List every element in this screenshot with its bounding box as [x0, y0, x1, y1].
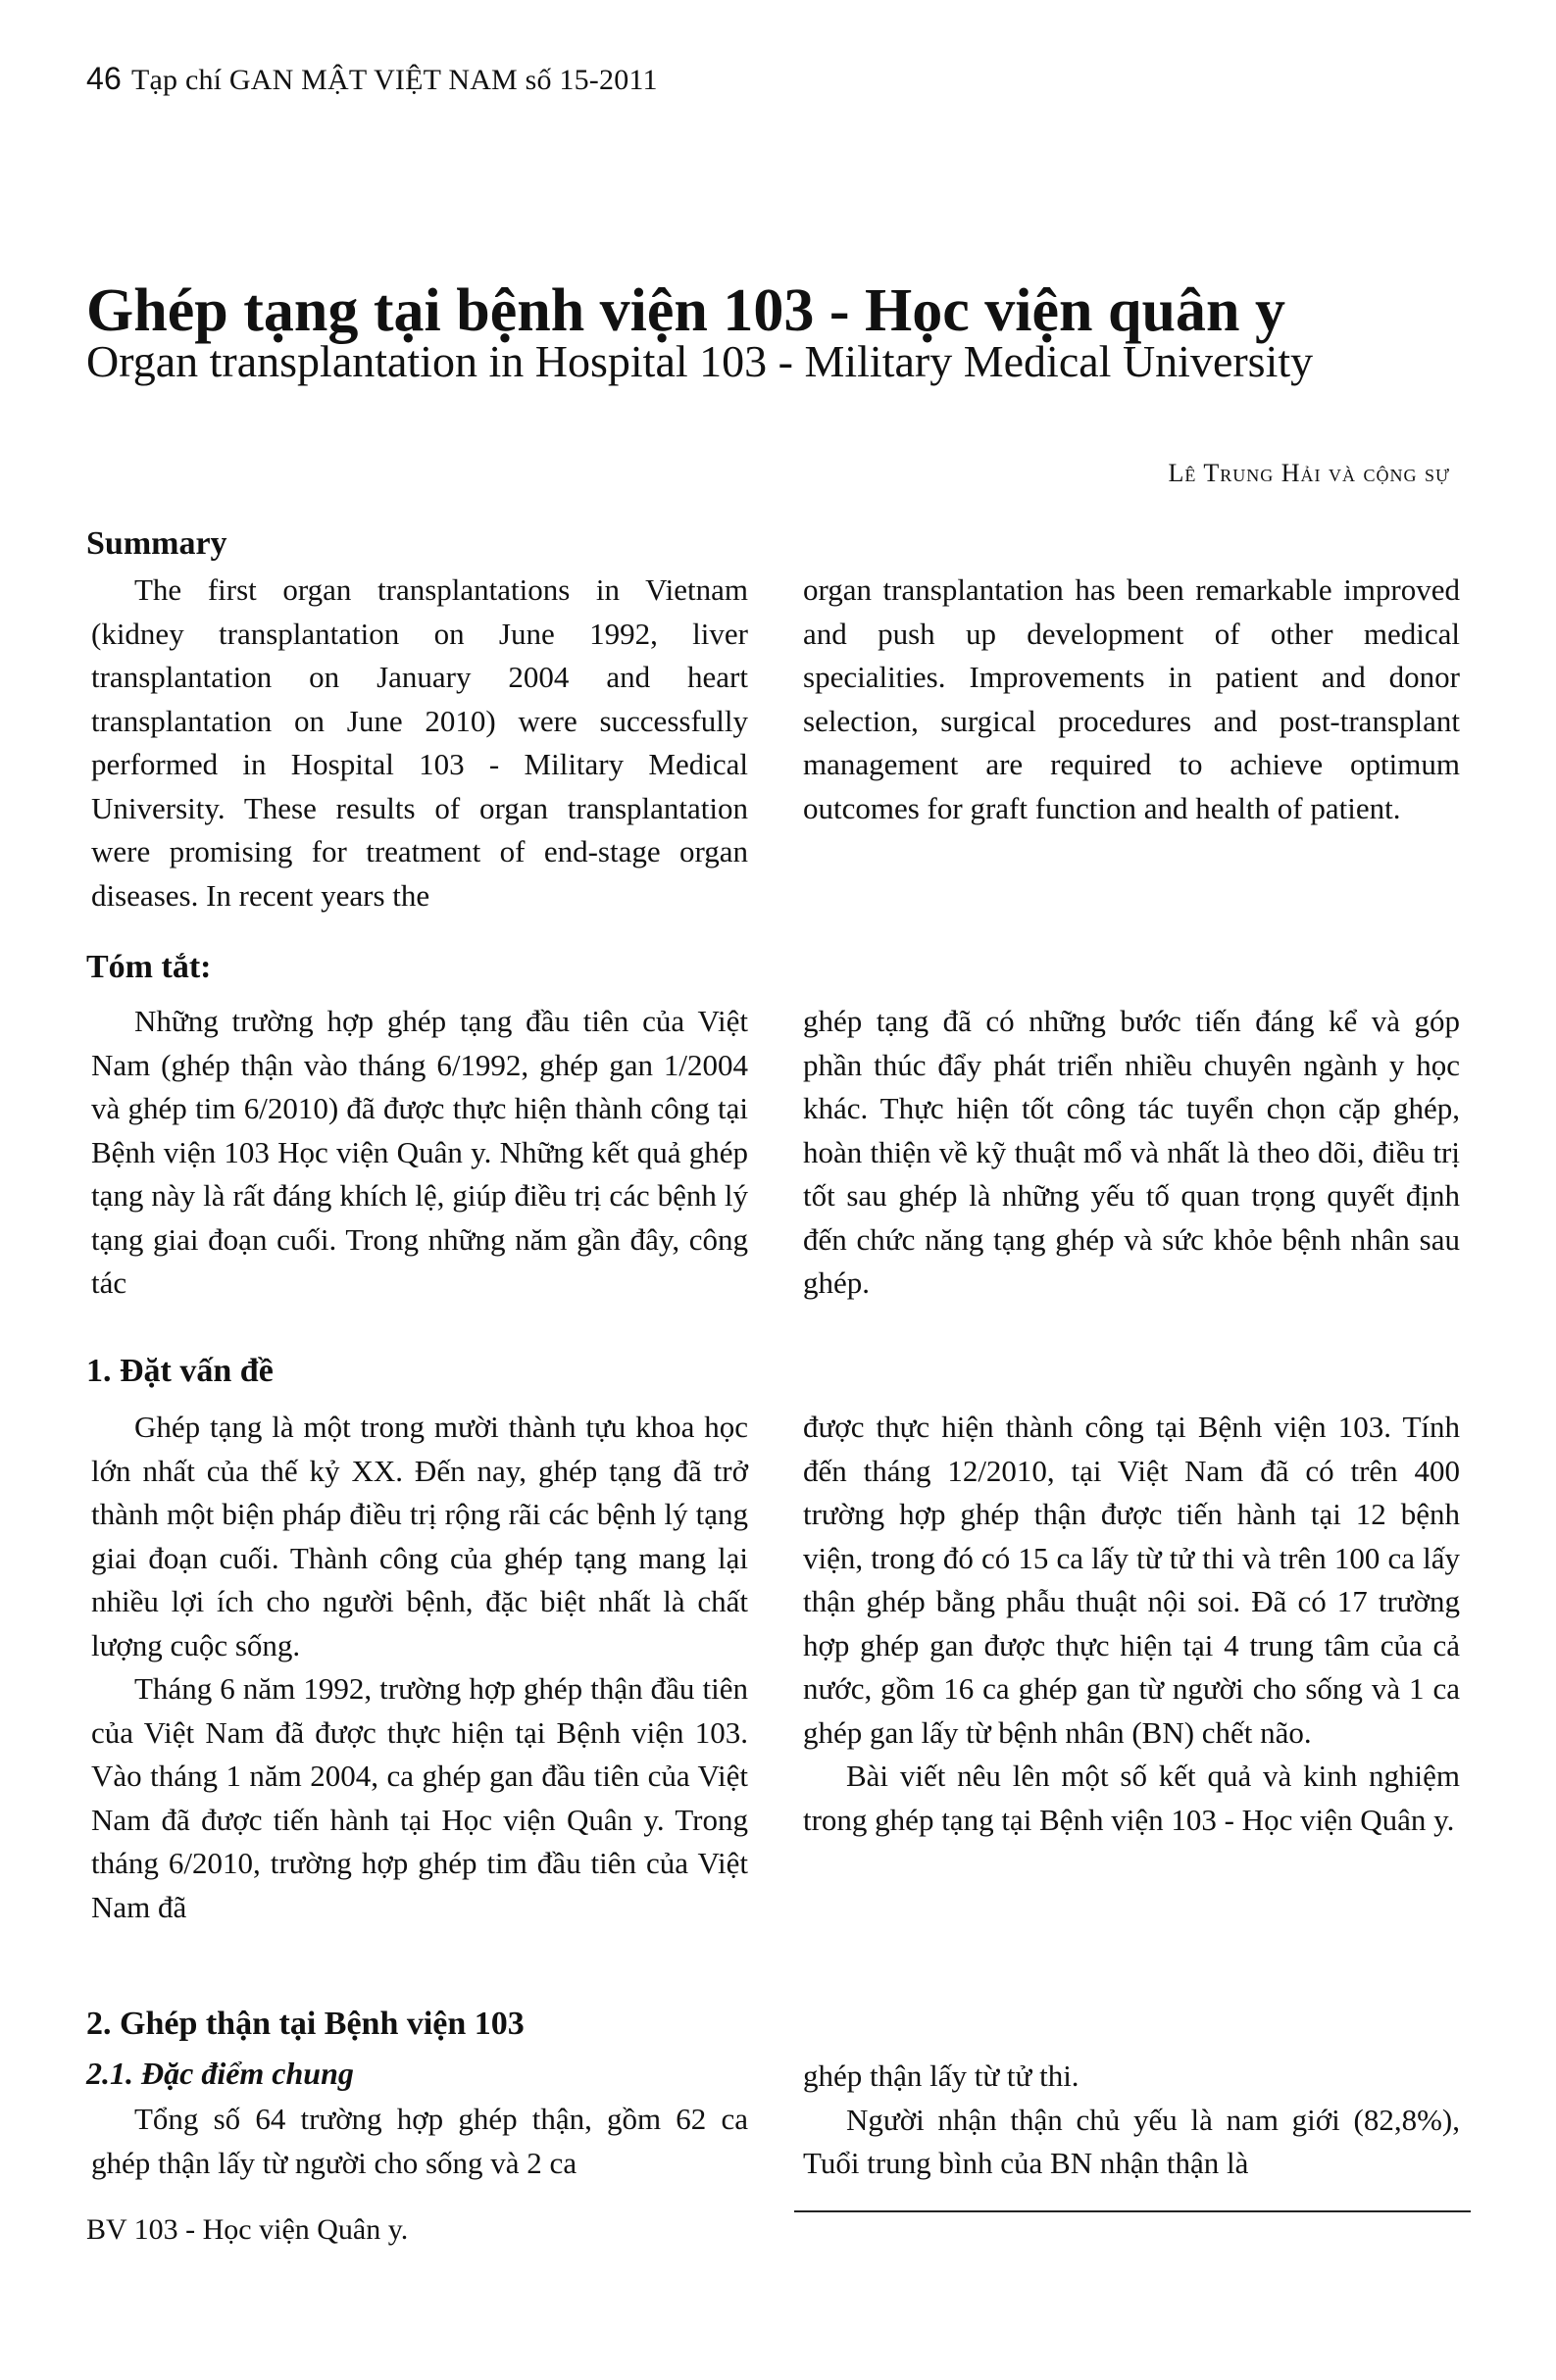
section2-left-column [91, 2098, 748, 2185]
footnote-rule [794, 2210, 1471, 2212]
section1-right-column [803, 1406, 1460, 1842]
article-title-vi: Ghép tạng tại bệnh viện 103 - Học viện quân y [86, 277, 1285, 344]
section2-left-text: Tổng số 64 trường hợp ghép thận, gồm 62 ca ghép thận lấy từ người cho sống và 2 ca [91, 2102, 748, 2180]
summary-heading: Summary [86, 525, 227, 562]
section2-heading: 2. Ghép thận tại Bệnh viện 103 [86, 2006, 525, 2042]
page-number: 46 [86, 61, 122, 96]
tomtat-left-column [91, 1000, 748, 1306]
section1-left-paragraph-2: Tháng 6 năm 1992, trường hợp ghép thận đầu tiên của Việt Nam đã được thực hiện tại Bệnh viện 103. Vào tháng 1 năm 2004, ca ghép gan đầu tiên của Việt Nam đã được tiến hành tại Học viện Quân y. Trong tháng 6/2010, trường hợp ghép tim đầu tiên của Việt Nam đã [91, 1671, 748, 1924]
tomtat-right-text: ghép tạng đã có những bước tiến đáng kể và góp phần thúc đẩy phát triển nhiều chuyên ngành y học khác. Thực hiện tốt công tác tuyển chọn cặp ghép, hoàn thiện về kỹ thuật mổ và nhất là theo dõi, điều trị tốt sau ghép là những yếu tố quan trọng quyết định đến chức năng tạng ghép và sức khỏe bệnh nhân sau ghép. [803, 1004, 1460, 1300]
section1-left-paragraph-1: Ghép tạng là một trong mười thành tựu khoa học lớn nhất của thế kỷ XX. Đến nay, ghép tạng đã trở thành một biện pháp điều trị rộng rãi các bệnh lý tạng giai đoạn cuối. Thành công của ghép tạng mang lại nhiều lợi ích cho người bệnh, đặc biệt nhất là chất lượng cuộc sống. [91, 1410, 748, 1662]
section1-left-column [91, 1406, 748, 1929]
tomtat-heading: Tóm tắt: [86, 949, 212, 985]
summary-right-text: organ transplantation has been remarkable improved and push up development of other medical specialities. Improvements in patient and donor selection, surgical procedures and post-transplant management are required to achieve optimum outcomes for graft function and health of patient. [803, 572, 1460, 825]
section2-right-paragraph-1: ghép thận lấy từ tử thi. [803, 2058, 1079, 2093]
summary-left-text: The first organ transplantations in Vietnam (kidney transplantation on June 1992, liver transplantation on January 2004 and heart transplantation on June 2010) were successfully performed in Hospital 103 - Military Medical University. These results of organ transplantation were promising for treatment of end-stage organ diseases. In recent years the [91, 572, 748, 913]
running-header [86, 61, 658, 97]
footnote-affiliation: BV 103 - Học viện Quân y. [86, 2213, 409, 2246]
journal-name: Tạp chí GAN MẬT VIỆT NAM số 15-2011 [131, 64, 658, 96]
summary-right-column [803, 569, 1460, 830]
tomtat-right-column [803, 1000, 1460, 1306]
section1-right-paragraph-1: được thực hiện thành công tại Bệnh viện 103. Tính đến tháng 12/2010, tại Việt Nam đã có trên 400 trường hợp ghép thận được tiến hành tại 12 bệnh viện, trong đó có 15 ca lấy từ tử thi và trên 100 ca lấy thận ghép bằng phẫu thuật nội soi. Đã có 17 trường hợp ghép gan được thực hiện tại 4 trung tâm của cả nước, gồm 16 ca ghép gan từ người cho sống và 1 ca ghép gan lấy từ bệnh nhân (BN) chết não. [803, 1410, 1460, 1750]
author-line: Lê Trung Hải và cộng sự [1168, 459, 1450, 487]
summary-left-column [91, 569, 748, 917]
tomtat-left-text: Những trường hợp ghép tạng đầu tiên của Việt Nam (ghép thận vào tháng 6/1992, ghép gan 1/2004 và ghép tim 6/2010) đã được thực hiện thành công tại Bệnh viện 103 Học viện Quân y. Những kết quả ghép tạng này là rất đáng khích lệ, giúp điều trị các bệnh lý tạng giai đoạn cuối. Trong những năm gần đây, công tác [91, 1004, 748, 1300]
section1-heading: 1. Đặt vấn đề [86, 1353, 274, 1389]
section2-subheading: 2.1. Đặc điểm chung [86, 2056, 354, 2091]
section2-right-paragraph-2: Người nhận thận chủ yếu là nam giới (82,8%), Tuổi trung bình của BN nhận thận là [803, 2102, 1460, 2180]
section2-right-column [803, 2055, 1460, 2186]
article-title-en: Organ transplantation in Hospital 103 - Military Medical University [86, 336, 1314, 386]
section1-right-paragraph-2: Bài viết nêu lên một số kết quả và kinh nghiệm trong ghép tạng tại Bệnh viện 103 - Học viện Quân y. [803, 1759, 1460, 1837]
